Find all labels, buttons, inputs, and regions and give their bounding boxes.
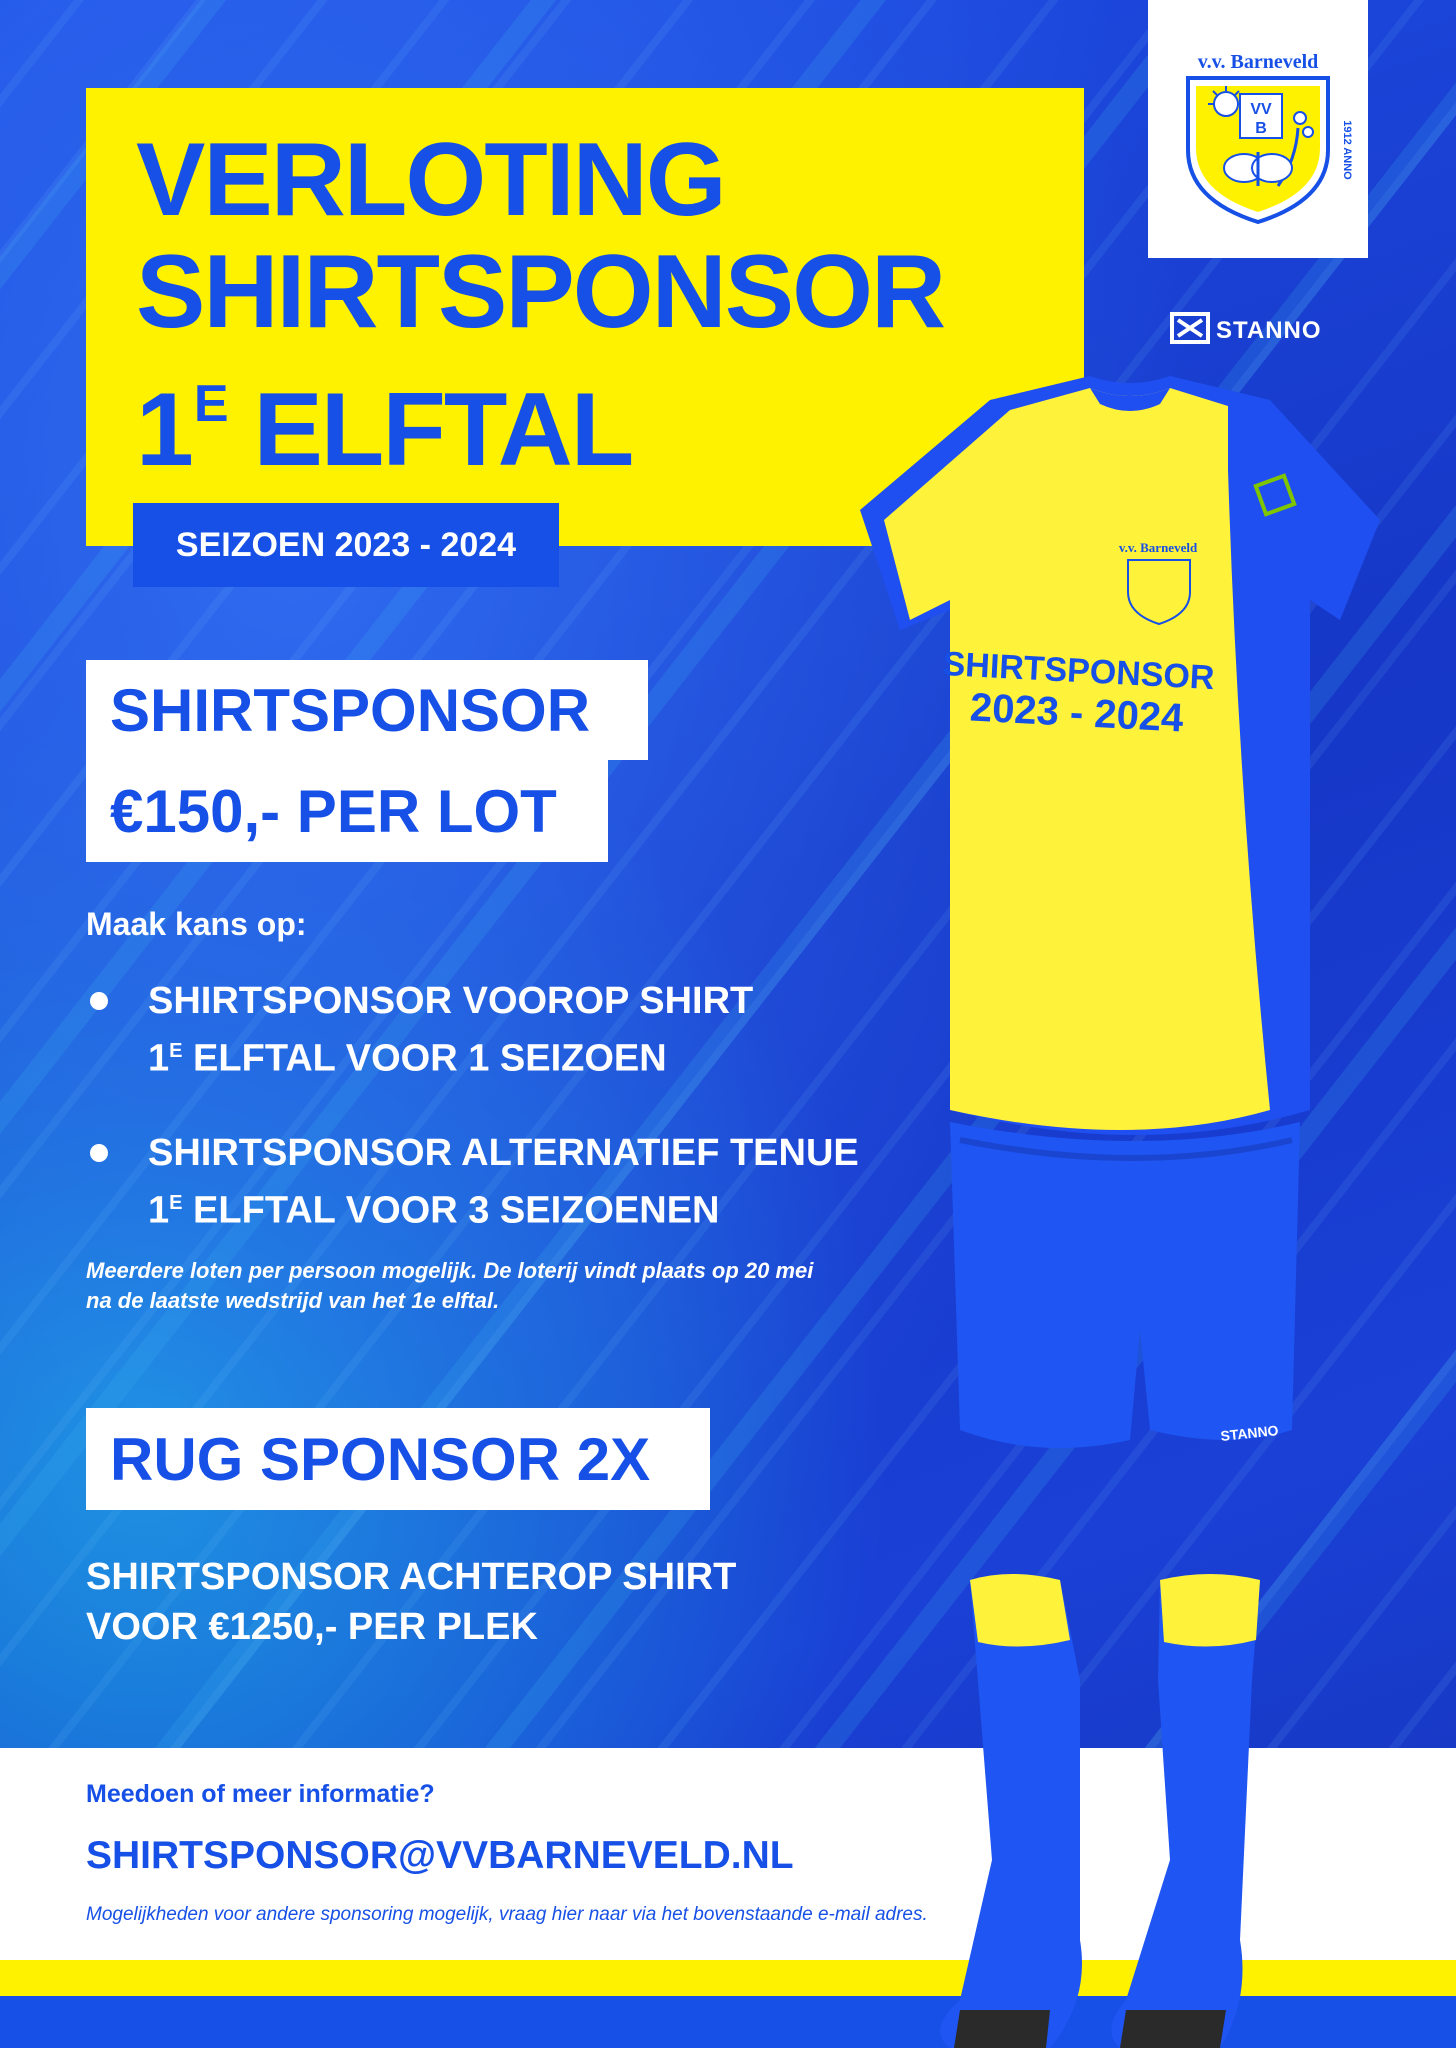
football-kit-image (840, 370, 1400, 1480)
crest-initials-top: VV (1250, 101, 1272, 118)
title-line-2: SHIRTSPONSOR (136, 234, 945, 350)
title-line-3 (136, 352, 633, 488)
prize-1-number: 1 (148, 1037, 170, 1080)
logo-club-name: v.v. Barneveld (1197, 51, 1319, 73)
shorts (950, 1122, 1300, 1448)
shirtsponsor-heading-box (86, 660, 648, 760)
rug-sponsor-details (86, 1552, 736, 1652)
sock-right-foot (1120, 2010, 1226, 2048)
bullet-dot-icon (90, 1144, 108, 1162)
shirt-club-name: v.v. Barneveld (1118, 540, 1198, 555)
shirt-print-line-1: SHIRTSPONSOR (941, 644, 1216, 698)
prize-1-line-1: SHIRTSPONSOR VOOROP SHIRT (148, 980, 754, 1022)
kit-illustration (840, 370, 1400, 1480)
title-line-3-rest: ELFTAL (253, 372, 633, 488)
rug-sponsor-box (86, 1408, 710, 1510)
prize-2 (148, 1128, 859, 1236)
prize-1-rest: ELFTAL VOOR 1 SEIZOEN (193, 1037, 667, 1080)
title-line-3-sup: E (193, 375, 227, 433)
footer-question: Meedoen of meer informatie? (86, 1780, 435, 1808)
stanno-brand (1170, 310, 1350, 346)
shirt-body (884, 388, 1270, 1130)
shirt-print-line-2: 2023 - 2024 (968, 685, 1185, 741)
prize-2-rest: ELFTAL VOOR 3 SEIZOENEN (193, 1189, 720, 1232)
season-badge: SEIZOEN 2023 - 2024 (133, 503, 559, 587)
price-per-lot: €150,- PER LOT (110, 777, 557, 845)
prize-1-sup: E (169, 1040, 183, 1062)
prize-1 (148, 976, 753, 1084)
rug-sponsor-heading: RUG SPONSOR 2X (110, 1425, 651, 1493)
club-crest-icon (1148, 0, 1368, 258)
sock-left-band (970, 1574, 1070, 1647)
sock-left-foot (954, 2010, 1050, 2048)
prize-2-line-1: SHIRTSPONSOR ALTERNATIEF TENUE (148, 1132, 859, 1174)
sock-right-band (1160, 1574, 1260, 1647)
rug-sponsor-line-2: VOOR €1250,- PER PLEK (86, 1606, 538, 1648)
prize-1-line-2 (148, 1026, 753, 1084)
shirtsponsor-heading: SHIRTSPONSOR (110, 676, 591, 744)
club-logo-box (1148, 0, 1368, 258)
lottery-note (86, 1256, 813, 1316)
price-box (86, 760, 608, 862)
footer-email-link[interactable]: SHIRTSPONSOR@VVBARNEVELD.NL (86, 1834, 794, 1877)
prize-2-line-2 (148, 1178, 859, 1236)
crest-founded: 1912 ANNO (1341, 120, 1353, 180)
title-line-3-number: 1 (136, 372, 192, 488)
prize-2-number: 1 (148, 1189, 170, 1232)
rug-sponsor-line-1: SHIRTSPONSOR ACHTEROP SHIRT (86, 1556, 737, 1598)
crest-initials-bottom: B (1255, 120, 1267, 137)
shorts-brand: STANNO (1219, 1422, 1280, 1445)
prize-2-sup: E (169, 1192, 183, 1214)
title-line-1: VERLOTING (136, 122, 725, 238)
footer-disclaimer: Mogelijkheden voor andere sponsoring mogelijk, vraag hier naar via het bovenstaande e-mail adres. (86, 1904, 928, 1925)
stanno-logo-icon (1170, 310, 1350, 346)
brand-name: STANNO (1216, 317, 1322, 344)
butterfly-icon (1224, 152, 1292, 186)
socks-illustration (930, 1560, 1320, 2048)
lottery-note-line-2: na de laatste wedstrijd van het 1e elftal. (86, 1288, 500, 1313)
socks-image (930, 1560, 1320, 2048)
lottery-note-line-1: Meerdere loten per persoon mogelijk. De loterij vindt plaats op 20 mei (86, 1258, 814, 1283)
bullet-dot-icon (90, 992, 108, 1010)
intro-text: Maak kans op: (86, 906, 307, 942)
